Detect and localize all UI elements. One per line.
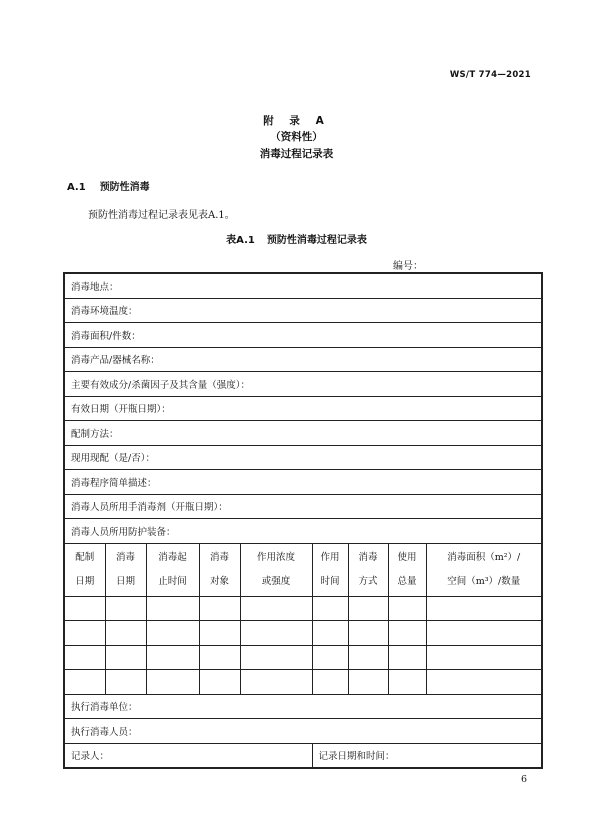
standard-code: WS/T 774—2021: [449, 70, 531, 80]
data-entry-cell[interactable]: [64, 670, 105, 695]
page-number: 6: [520, 774, 527, 785]
data-entry-cell[interactable]: [240, 645, 312, 670]
column-header: [105, 543, 146, 596]
column-header-line: 作用: [320, 551, 340, 563]
data-entry-cell[interactable]: [199, 596, 240, 621]
column-header-line: 或强度: [261, 575, 291, 587]
info-field[interactable]: 消毒产品/器械名称：: [64, 347, 542, 372]
record-table: [63, 272, 543, 769]
data-entry-cell[interactable]: [146, 621, 199, 646]
column-header-line: 日期: [115, 575, 135, 587]
column-header: [348, 543, 388, 596]
data-entry-cell[interactable]: [199, 645, 240, 670]
info-row: [64, 421, 542, 446]
appendix-title: 消毒过程记录表: [259, 148, 334, 160]
data-entry-cell[interactable]: [199, 670, 240, 695]
column-header: [312, 543, 348, 596]
data-entry-cell[interactable]: [105, 596, 146, 621]
data-entry-cell[interactable]: [312, 596, 348, 621]
info-field[interactable]: 消毒地点：: [64, 273, 542, 298]
info-field[interactable]: 消毒程序简单描述：: [64, 470, 542, 495]
data-entry-cell[interactable]: [199, 621, 240, 646]
data-entry-cell[interactable]: [348, 596, 388, 621]
info-row: [64, 445, 542, 470]
data-entry-row: [64, 670, 542, 695]
column-header: [199, 543, 240, 596]
data-entry-cell[interactable]: [240, 670, 312, 695]
data-entry-cell[interactable]: [348, 621, 388, 646]
data-entry-cell[interactable]: [312, 645, 348, 670]
data-entry-cell[interactable]: [64, 645, 105, 670]
column-header-line: 日期: [75, 575, 95, 587]
data-entry-row: [64, 621, 542, 646]
info-field[interactable]: 配制方法：: [64, 421, 542, 446]
column-header: [64, 543, 105, 596]
column-header-line: 方式: [358, 575, 378, 587]
column-header-line: 总量: [397, 575, 417, 587]
data-entry-cell[interactable]: [64, 621, 105, 646]
column-header-row: [64, 543, 542, 596]
info-row: [64, 323, 542, 348]
data-entry-cell[interactable]: [312, 670, 348, 695]
data-entry-cell[interactable]: [146, 670, 199, 695]
column-header-line: 对象: [209, 575, 229, 587]
column-header-line: 消毒: [209, 551, 229, 563]
info-row: [64, 519, 542, 544]
data-entry-cell[interactable]: [348, 670, 388, 695]
data-entry-cell[interactable]: [426, 621, 542, 646]
footer-field[interactable]: 执行消毒单位：: [64, 694, 542, 719]
data-entry-cell[interactable]: [146, 596, 199, 621]
appendix-label: 附 录 A: [263, 115, 330, 127]
body-text: 预防性消毒过程记录表见表A.1。: [88, 210, 235, 221]
column-header-line: 消毒起: [158, 551, 187, 563]
info-row: [64, 470, 542, 495]
column-header-line: 止时间: [158, 575, 187, 587]
column-header-line: 时间: [320, 575, 340, 587]
info-row: [64, 347, 542, 372]
info-row: [64, 396, 542, 421]
section-number: A.1: [67, 182, 86, 193]
serial-number-label: 编号：: [393, 261, 423, 272]
info-field[interactable]: 有效日期（开瓶日期）：: [64, 396, 542, 421]
record-time-field[interactable]: 记录日期和时间：: [312, 743, 542, 768]
footer-row: [64, 719, 542, 744]
column-header-line: 消毒面积（m²）/: [447, 551, 521, 563]
data-entry-cell[interactable]: [312, 621, 348, 646]
column-header-line: 消毒: [115, 551, 135, 563]
footer-row: [64, 694, 542, 719]
data-entry-cell[interactable]: [388, 645, 426, 670]
data-entry-cell[interactable]: [348, 645, 388, 670]
section-title: 预防性消毒: [99, 182, 150, 193]
info-row: [64, 372, 542, 397]
data-entry-cell[interactable]: [240, 621, 312, 646]
signature-row: [64, 743, 542, 768]
footer-field[interactable]: 执行消毒人员：: [64, 719, 542, 744]
table-caption-number: 表A.1: [226, 235, 255, 246]
info-field[interactable]: 消毒环境温度：: [64, 298, 542, 323]
data-entry-cell[interactable]: [105, 670, 146, 695]
column-header-line: 作用浓度: [256, 551, 295, 563]
appendix-type: （资料性）: [270, 131, 323, 143]
column-header-line: 空间（m³）/数量: [447, 575, 521, 587]
info-field[interactable]: 消毒人员所用防护装备：: [64, 519, 542, 544]
data-entry-cell[interactable]: [426, 596, 542, 621]
data-entry-row: [64, 596, 542, 621]
column-header: [426, 543, 542, 596]
data-entry-cell[interactable]: [426, 670, 542, 695]
column-header: [240, 543, 312, 596]
appendix-title-block: [0, 114, 593, 163]
info-field[interactable]: 消毒面积/件数：: [64, 323, 542, 348]
info-row: [64, 298, 542, 323]
data-entry-cell[interactable]: [105, 621, 146, 646]
info-field[interactable]: 主要有效成分/杀菌因子及其含量（强度）：: [64, 372, 542, 397]
data-entry-cell[interactable]: [146, 645, 199, 670]
column-header-line: 消毒: [358, 551, 378, 563]
info-row: [64, 273, 542, 298]
column-header: [388, 543, 426, 596]
recorder-field[interactable]: 记录人：: [64, 743, 312, 768]
data-entry-cell[interactable]: [388, 670, 426, 695]
data-entry-cell[interactable]: [388, 621, 426, 646]
info-row: [64, 494, 542, 519]
column-header: [146, 543, 199, 596]
data-entry-cell[interactable]: [388, 596, 426, 621]
column-header-line: 使用: [397, 551, 417, 563]
table-caption-title: 预防性消毒过程记录表: [266, 235, 367, 246]
data-entry-row: [64, 645, 542, 670]
table-caption: [0, 231, 593, 246]
data-entry-cell[interactable]: [240, 596, 312, 621]
info-field[interactable]: 消毒人员所用手消毒剂（开瓶日期）：: [64, 494, 542, 519]
data-entry-cell[interactable]: [105, 645, 146, 670]
column-header-line: 配制: [75, 551, 95, 563]
info-field[interactable]: 现用现配（是/否）：: [64, 445, 542, 470]
section-heading: [67, 178, 150, 193]
data-entry-cell[interactable]: [64, 596, 105, 621]
data-entry-cell[interactable]: [426, 645, 542, 670]
